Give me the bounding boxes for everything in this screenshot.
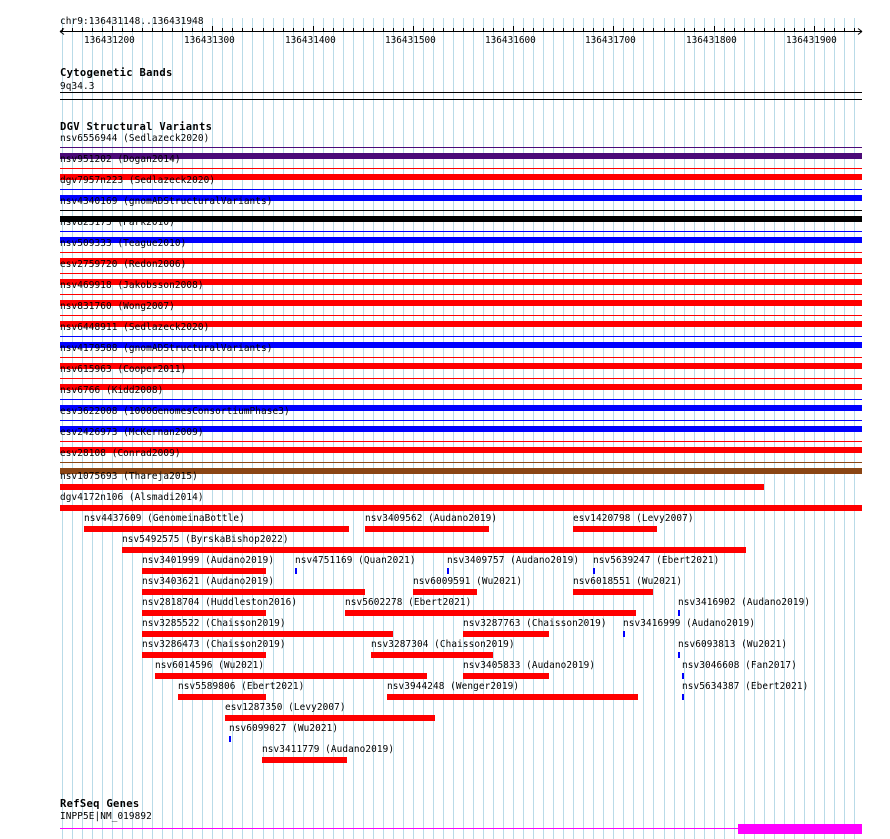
sv-row-line bbox=[60, 462, 862, 463]
sv-bar[interactable] bbox=[60, 300, 862, 306]
sv-bar[interactable] bbox=[225, 715, 435, 721]
sv-bar[interactable] bbox=[262, 757, 347, 763]
sv-label[interactable]: nsv2818704 (Huddleston2016) bbox=[142, 597, 298, 608]
coordinate-ruler bbox=[0, 0, 890, 60]
sv-label[interactable]: nsv3285522 (Chaisson2019) bbox=[142, 618, 286, 629]
sv-label[interactable]: nsv615963 (Cooper2011) bbox=[60, 364, 187, 375]
sv-label[interactable]: nsv831760 (Wong2007) bbox=[60, 301, 175, 312]
sv-label[interactable]: nsv3409757 (Audano2019) bbox=[447, 555, 580, 566]
sv-label[interactable]: nsv509333 (Teague2010) bbox=[60, 238, 187, 249]
sv-label[interactable]: dgv7957n223 (Sedlazeck2020) bbox=[60, 175, 216, 186]
sv-row-line bbox=[60, 273, 862, 274]
ruler-tick-label: 136431800 bbox=[686, 35, 737, 46]
ruler-tick-label: 136431900 bbox=[786, 35, 837, 46]
sv-label[interactable]: nsv5639247 (Ebert2021) bbox=[593, 555, 720, 566]
sv-label[interactable]: nsv3401999 (Audano2019) bbox=[142, 555, 275, 566]
sv-label[interactable]: nsv469918 (Jakobsson2008) bbox=[60, 280, 204, 291]
ruler-tick-label: 136431700 bbox=[585, 35, 636, 46]
sv-label[interactable]: nsv3416902 (Audano2019) bbox=[678, 597, 811, 608]
sv-tick[interactable] bbox=[593, 568, 595, 574]
sv-tick[interactable] bbox=[682, 694, 684, 700]
dgv-track-title: DGV Structural Variants bbox=[60, 121, 213, 133]
sv-label[interactable]: nsv6448911 (Sedlazeck2020) bbox=[60, 322, 210, 333]
sv-label[interactable]: nsv3411779 (Audano2019) bbox=[262, 744, 395, 755]
sv-label[interactable]: nsv6093813 (Wu2021) bbox=[678, 639, 788, 650]
sv-tick[interactable] bbox=[229, 736, 231, 742]
cytoband-line-bottom bbox=[60, 99, 862, 100]
sv-bar[interactable] bbox=[84, 526, 349, 532]
sv-row-line bbox=[60, 189, 862, 190]
sv-row-line bbox=[60, 399, 862, 400]
sv-bar[interactable] bbox=[413, 589, 477, 595]
refseq-intron-line[interactable] bbox=[60, 828, 738, 829]
refseq-gene-label[interactable]: INPP5E|NM_019892 bbox=[60, 811, 152, 822]
sv-label[interactable]: esv1287350 (Levy2007) bbox=[225, 702, 346, 713]
sv-bar[interactable] bbox=[60, 484, 764, 490]
sv-tick[interactable] bbox=[447, 568, 449, 574]
sv-label[interactable]: nsv3409562 (Audano2019) bbox=[365, 513, 498, 524]
sv-label[interactable]: nsv5492575 (ByrskaBishop2022) bbox=[122, 534, 289, 545]
cytogenetic-bands-title: Cytogenetic Bands bbox=[60, 67, 173, 79]
ruler-tick-label: 136431500 bbox=[385, 35, 436, 46]
sv-label[interactable]: nsv4751169 (Quan2021) bbox=[295, 555, 416, 566]
sv-row-line bbox=[60, 378, 862, 379]
sv-bar[interactable] bbox=[60, 505, 862, 511]
sv-tick[interactable] bbox=[678, 652, 680, 658]
sv-row-line bbox=[60, 336, 862, 337]
sv-bar[interactable] bbox=[345, 610, 636, 616]
sv-bar[interactable] bbox=[178, 694, 266, 700]
sv-label[interactable]: nsv3287304 (Chaisson2019) bbox=[371, 639, 515, 650]
sv-label[interactable]: esv3622008 (1000GenomesConsortiumPhase3) bbox=[60, 406, 290, 417]
ruler-tick-label: 136431400 bbox=[285, 35, 336, 46]
ruler-tick-label: 136431300 bbox=[184, 35, 235, 46]
cytoband-line-top bbox=[60, 92, 862, 93]
sv-bar[interactable] bbox=[463, 673, 549, 679]
sv-label[interactable]: nsv3403621 (Audano2019) bbox=[142, 576, 275, 587]
sv-label[interactable]: nsv825173 (Park2010) bbox=[60, 217, 175, 228]
sv-row-line bbox=[60, 168, 862, 169]
sv-row-line bbox=[60, 315, 862, 316]
sv-row-line bbox=[60, 294, 862, 295]
sv-label[interactable]: nsv5589806 (Ebert2021) bbox=[178, 681, 305, 692]
sv-row-line bbox=[60, 210, 862, 211]
sv-label[interactable]: nsv6009591 (Wu2021) bbox=[413, 576, 523, 587]
sv-label[interactable]: nsv6018551 (Wu2021) bbox=[573, 576, 683, 587]
sv-label[interactable]: nsv6556944 (Sedlazeck2020) bbox=[60, 133, 210, 144]
sv-label[interactable]: dgv4172n106 (Alsmadi2014) bbox=[60, 492, 204, 503]
refseq-exon-block[interactable] bbox=[738, 824, 862, 834]
sv-bar[interactable] bbox=[463, 631, 549, 637]
sv-bar[interactable] bbox=[155, 673, 427, 679]
sv-bar[interactable] bbox=[371, 652, 493, 658]
ruler-tick-label: 136431600 bbox=[485, 35, 536, 46]
sv-label[interactable]: nsv6014596 (Wu2021) bbox=[155, 660, 265, 671]
sv-label[interactable]: esv28108 (Conrad2009) bbox=[60, 448, 181, 459]
sv-bar[interactable] bbox=[387, 694, 638, 700]
sv-row-line bbox=[60, 147, 862, 148]
sv-bar[interactable] bbox=[122, 547, 746, 553]
sv-label[interactable]: nsv4179588 (gnomADStructuralVariants) bbox=[60, 343, 273, 354]
sv-bar[interactable] bbox=[573, 526, 657, 532]
sv-row-line bbox=[60, 357, 862, 358]
sv-row-line bbox=[60, 231, 862, 232]
sv-bar[interactable] bbox=[60, 384, 862, 390]
sv-label[interactable]: nsv3287763 (Chaisson2019) bbox=[463, 618, 607, 629]
sv-row-line bbox=[60, 252, 862, 253]
sv-label[interactable]: nsv6099027 (Wu2021) bbox=[229, 723, 339, 734]
sv-label[interactable]: nsv4437609 (GenomeinaBottle) bbox=[84, 513, 245, 524]
sv-label[interactable]: nsv3046608 (Fan2017) bbox=[682, 660, 797, 671]
sv-label[interactable]: nsv4340169 (gnomADStructuralVariants) bbox=[60, 196, 273, 207]
sv-bar[interactable] bbox=[60, 216, 862, 222]
sv-tick[interactable] bbox=[678, 610, 680, 616]
sv-bar[interactable] bbox=[142, 652, 266, 658]
sv-bar[interactable] bbox=[573, 589, 653, 595]
sv-bar[interactable] bbox=[142, 568, 266, 574]
region-label: chr9:136431148..136431948 bbox=[60, 16, 204, 27]
sv-label[interactable]: nsv6766 (Kidd2008) bbox=[60, 385, 164, 396]
sv-tick[interactable] bbox=[682, 673, 684, 679]
sv-tick[interactable] bbox=[623, 631, 625, 637]
sv-bar[interactable] bbox=[142, 610, 266, 616]
sv-label[interactable]: nsv3405833 (Audano2019) bbox=[463, 660, 596, 671]
sv-label[interactable]: nsv3416999 (Audano2019) bbox=[623, 618, 756, 629]
refseq-track-title: RefSeq Genes bbox=[60, 798, 140, 810]
sv-label[interactable]: nsv5634387 (Ebert2021) bbox=[682, 681, 809, 692]
sv-bar[interactable] bbox=[142, 589, 365, 595]
sv-label[interactable]: nsv3286473 (Chaisson2019) bbox=[142, 639, 286, 650]
sv-bar[interactable] bbox=[365, 526, 489, 532]
sv-label[interactable]: esv1420798 (Levy2007) bbox=[573, 513, 694, 524]
sv-row-line bbox=[60, 441, 862, 442]
sv-label[interactable]: nsv3944248 (Wenger2019) bbox=[387, 681, 520, 692]
sv-label[interactable]: nsv1075693 (Thareja2015) bbox=[60, 471, 198, 482]
sv-label[interactable]: esv2759720 (Redon2006) bbox=[60, 259, 187, 270]
sv-label[interactable]: esv2426973 (McKernan2009) bbox=[60, 427, 204, 438]
sv-label[interactable]: nsv951202 (Dogan2014) bbox=[60, 154, 181, 165]
sv-label[interactable]: nsv5602278 (Ebert2021) bbox=[345, 597, 472, 608]
sv-bar[interactable] bbox=[142, 631, 393, 637]
sv-tick[interactable] bbox=[295, 568, 297, 574]
sv-row-line bbox=[60, 420, 862, 421]
cytoband-label: 9q34.3 bbox=[60, 81, 95, 92]
ruler-tick-label: 136431200 bbox=[84, 35, 135, 46]
